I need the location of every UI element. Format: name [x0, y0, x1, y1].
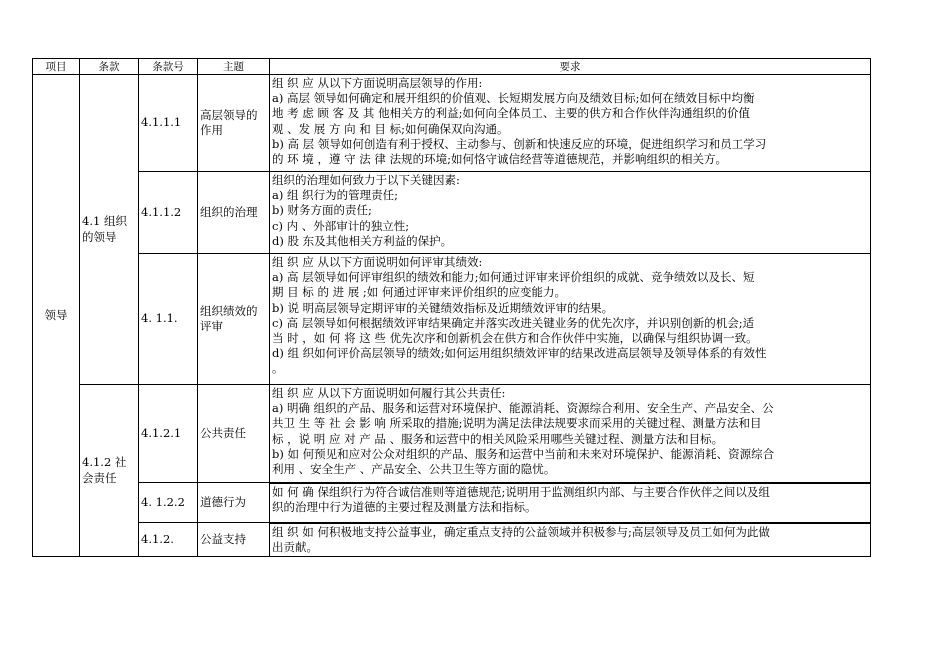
requirement-line: a) 明确 组织的产品、服务和运营对环境保护、能源消耗、资源综合利用、安全生产、产品安全、公: [272, 401, 774, 416]
requirement-line: 出贡献。: [272, 539, 318, 554]
table-row: [33, 483, 871, 523]
header-row: [33, 59, 871, 75]
requirement-line: c) 高 层领导如何根据绩效评审结果确定并落实改进关键业务的优先次序，并识别创新的机会;适: [272, 315, 755, 330]
clause-cell: 4.1 组织的领导: [80, 75, 139, 385]
requirement-cell: [270, 172, 871, 254]
requirement-line: b) 高 层 领导如何创造有利于授权、主动参与、创新和快速反应的环境，促进组织学习和员工学习: [272, 136, 767, 151]
requirement-line: a) 高层 领导如何确定和展开组织的价值观、长短期发展方向及绩效目标;如何在绩效目标中均衡: [272, 91, 755, 106]
header-project: 项目: [33, 59, 80, 75]
clause-number-cell: 4. 1.1.: [139, 254, 198, 385]
table-row: [33, 523, 871, 557]
requirement-line: d) 组 织如何评价高层领导的绩效;如何运用组织绩效评审的结果改进高层领导及领导体系的有效性: [272, 346, 767, 361]
requirement-cell: [270, 483, 871, 523]
requirement-line: 观 、发 展 方 向 和 目 标;如何确保双向沟通。: [272, 121, 509, 136]
requirements-table: [32, 58, 871, 557]
topic-cell: 道德行为: [198, 483, 270, 523]
requirement-line: 组 织 如 何积极地支持公益事业，确定重点支持的公益领域并积极参与;高层领导及员工如何为此做: [272, 524, 770, 539]
clause-number-cell: 4.1.2.: [139, 523, 198, 557]
requirement-line: 的 环 境 ，遵 守 法 律 法规的环境;如何恪守诚信经营等道德规范，并影响组织的相关方。: [272, 152, 727, 167]
topic-cell: 组织的治理: [198, 172, 270, 254]
requirement-cell: [270, 385, 871, 483]
requirement-line: 标 ，说 明 应 对 产 品 、服务和运营中的相关风险采用哪些关键过程、测量方法和目标。: [272, 431, 724, 446]
requirement-line: 如 何 确 保组织行为符合诚信准则等道德规范;说明用于监测组织内部、与主要合作伙伴之间以及组: [272, 484, 770, 499]
requirement-line: 地 考 虑 顾 客 及 其 他相关方的利益;如何向全体员工、主要的供方和合作伙伴沟通组织的价值: [272, 106, 750, 121]
requirement-line: 共卫 生 等 社 会 影 响 所采取的措施;说明为满足法律法规要求而采用的关键过程、测量方法和目: [272, 416, 762, 431]
requirement-line: 组 织 应 从以下方面说明如何履行其公共责任:: [272, 386, 506, 400]
requirement-line: 组 织 应 从以下方面说明如何评审其绩效:: [272, 255, 483, 269]
requirement-line: b) 说 明高层领导定期评审的关键绩效指标及近期绩效评审的结果。: [272, 300, 614, 315]
requirement-line: 。: [272, 361, 284, 376]
topic-cell: 高层领导的作用: [198, 75, 270, 172]
clause-number-cell: 4.1.1.1: [139, 75, 198, 172]
topic-cell: 公共责任: [198, 385, 270, 483]
header-clause-number: 条款号: [139, 59, 198, 75]
header-topic: 主题: [198, 59, 270, 75]
requirement-line: a) 组 织行为的管理责任;: [272, 188, 399, 203]
requirement-line: a) 高 层领导如何评审组织的绩效和能力;如何通过评审来评价组织的成就、竞争绩效以及长、短: [272, 270, 755, 285]
table-row: [33, 385, 871, 483]
section-cell: 领导: [33, 75, 80, 557]
header-clause: 条款: [80, 59, 139, 75]
requirement-line: 组 织 应 从以下方面说明高层领导的作用:: [272, 76, 483, 90]
requirement-line: b) 如 何预见和应对公众对组织的产品、服务和运营中当前和未来对环境保护、能源消耗、资源综合: [272, 446, 775, 461]
topic-cell: 组织绩效的评审: [198, 254, 270, 385]
clause-number-cell: 4.1.2.1: [139, 385, 198, 483]
requirement-line: d) 股 东及其他相关方利益的保护。: [272, 233, 453, 248]
requirement-line: 组织的治理如何致力于以下关键因素:: [272, 173, 460, 187]
requirement-cell: [270, 523, 871, 557]
table-row: [33, 254, 871, 385]
table-row: [33, 172, 871, 254]
topic-cell: 公益支持: [198, 523, 270, 557]
clause-number-cell: 4. 1.2.2: [139, 483, 198, 523]
requirement-cell: [270, 254, 871, 385]
header-requirement: 要求: [270, 59, 871, 75]
requirement-line: 当 时 ，如 何 将 这 些 优先次序和创新机会在供方和合作伙伴中实施，以确保与组织协调一致。: [272, 331, 758, 346]
clause-cell: 4.1.2 社会责任: [80, 385, 139, 557]
requirement-line: 利用 、安全生产 、产品安全、公共卫生等方面的隐忧。: [272, 462, 556, 477]
requirement-line: 期 目 标 的 进 展 ;如 何通过评审来评价组织的应变能力。: [272, 285, 566, 300]
clause-number-cell: 4.1.1.2: [139, 172, 198, 254]
requirement-line: 织的治理中行为道德的主要过程及测量方法和指标。: [272, 499, 537, 514]
requirement-line: c) 内 、外部审计的独立性;: [272, 218, 410, 233]
table-row: [33, 75, 871, 172]
requirement-cell: [270, 75, 871, 172]
requirement-line: b) 财务方面的责任;: [272, 203, 372, 218]
